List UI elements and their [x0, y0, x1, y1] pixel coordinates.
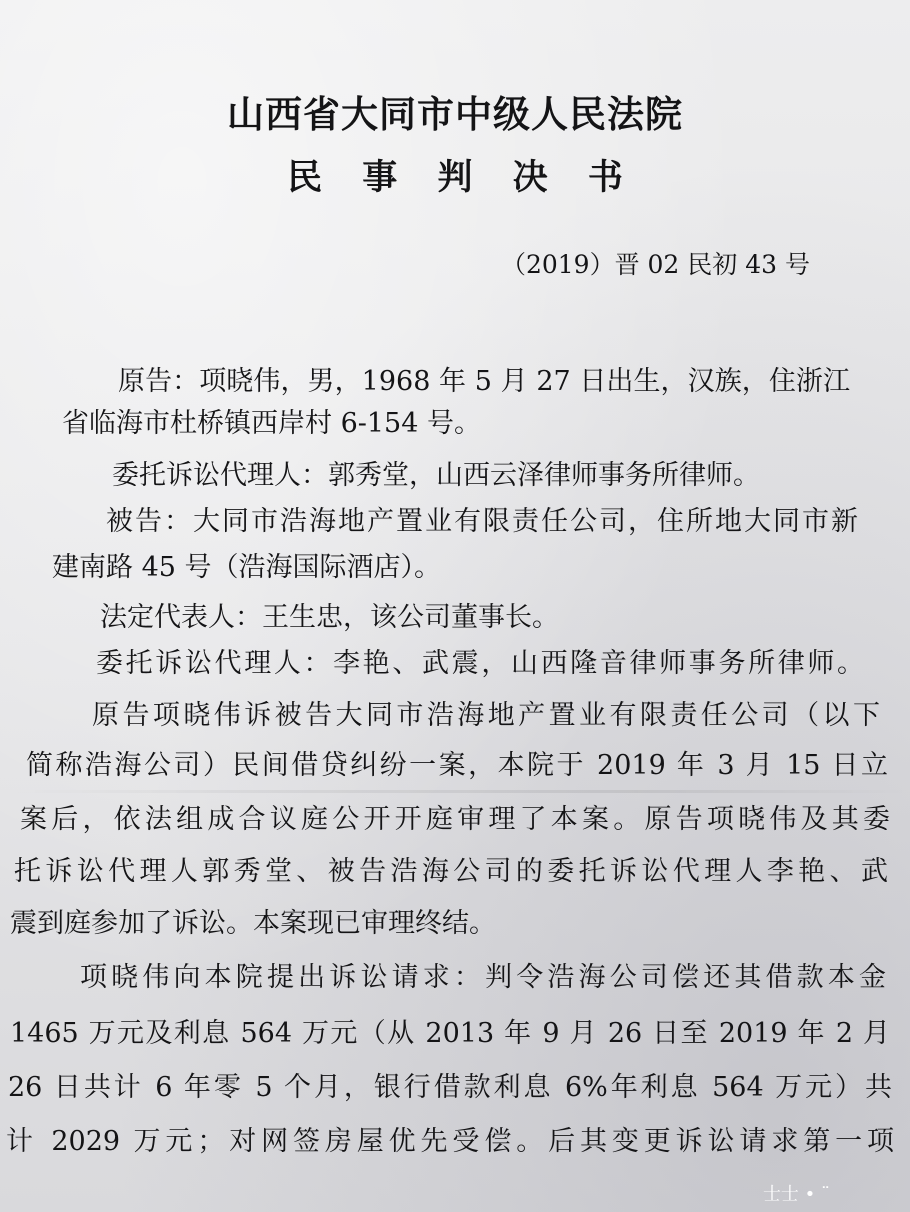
- document-type-heading: 民 事 判 决 书: [287, 157, 637, 198]
- text-line-11: 托诉讼代理人郭秀堂、被告浩海公司的委托诉讼代理人李艳、武: [14, 856, 888, 887]
- text-line-14: 1465 万元及利息 564 万元（从 2013 年 9 月 26 日至 2019 年 2 月: [10, 1018, 890, 1049]
- text-line-12: 震到庭参加了诉讼。本案现已审理终结。: [10, 908, 496, 939]
- paper-fold-shadow: [0, 790, 910, 793]
- court-name-heading: 山西省大同市中级人民法院: [227, 92, 683, 136]
- text-line-4: 被告：大同市浩海地产置业有限责任公司，住所地大同市新: [106, 506, 858, 537]
- text-line-10: 案后，依法组成合议庭公开开庭审理了本案。原告项晓伟及其委: [20, 804, 890, 835]
- text-line-7: 委托诉讼代理人：李艳、武震，山西隆音律师事务所律师。: [96, 648, 864, 679]
- case-number: （2019）晋 02 民初 43 号: [500, 250, 810, 279]
- text-line-1: 原告：项晓伟，男，1968 年 5 月 27 日出生，汉族，住浙江: [118, 366, 850, 397]
- text-line-9: 简称浩海公司）民间借贷纠纷一案，本院于 2019 年 3 月 15 日立: [26, 750, 888, 781]
- text-line-3: 委托诉讼代理人：郭秀堂，山西云泽律师事务所律师。: [112, 460, 760, 491]
- text-line-15: 26 日共计 6 年零 5 个月，银行借款利息 6%年利息 564 万元）共: [8, 1072, 892, 1103]
- text-line-16: 计 2029 万元；对网签房屋优先受偿。后其变更诉讼请求第一项: [6, 1126, 894, 1157]
- text-line-13: 项晓伟向本院提出诉讼请求：判令浩海公司偿还其借款本金: [80, 962, 886, 993]
- text-line-5: 建南路 45 号（浩海国际酒店）。: [52, 552, 442, 583]
- watermark-glyphs: 士士 • ¨: [762, 1184, 830, 1205]
- text-line-8: 原告项晓伟诉被告大同市浩海地产置业有限责任公司（以下: [92, 700, 880, 731]
- text-line-6: 法定代表人：王生忠，该公司董事长。: [100, 602, 559, 633]
- text-line-2: 省临海市杜桥镇西岸村 6-154 号。: [62, 408, 482, 439]
